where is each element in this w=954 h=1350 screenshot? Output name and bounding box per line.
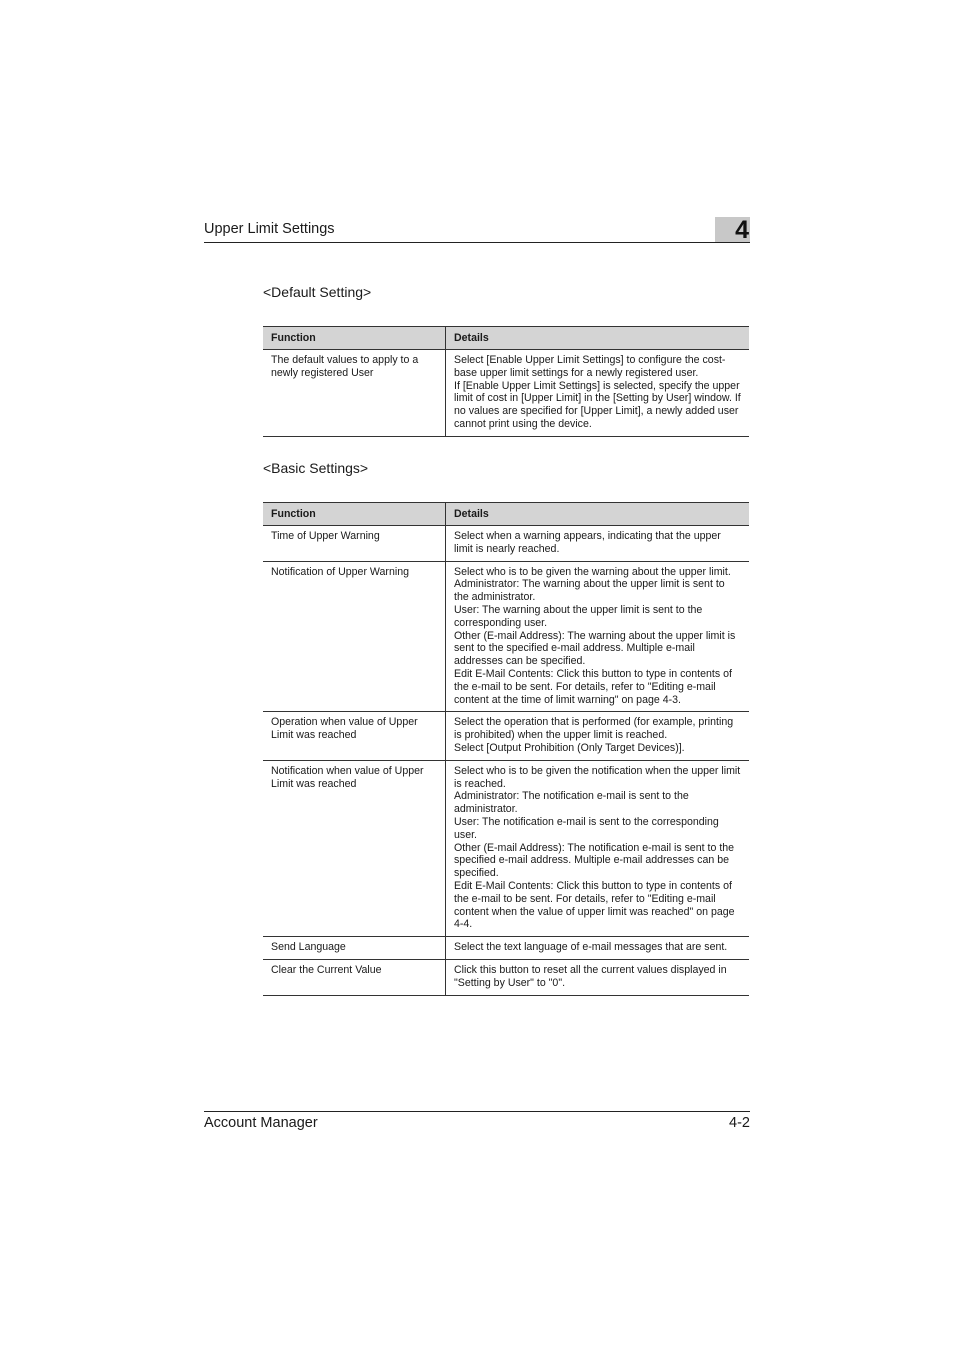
column-header-function: Function (263, 503, 446, 526)
details-cell: Select the text language of e-mail messages that are sent. (446, 937, 750, 960)
column-header-details: Details (446, 503, 750, 526)
details-cell: Select the operation that is performed (for example, printing is prohibited) when the upper limit is reached. Select [Output Prohibition (Only Target Devices)]. (446, 712, 750, 760)
column-header-details: Details (446, 327, 750, 350)
table-row (263, 526, 749, 562)
details-cell: Click this button to reset all the current values displayed in "Setting by User" to "0". (446, 959, 750, 995)
page-number: 4-2 (729, 1115, 750, 1131)
table-row (263, 350, 749, 437)
table-row (263, 959, 749, 995)
function-cell: Send Language (263, 937, 446, 960)
section-heading-basic: <Basic Settings> (263, 460, 369, 476)
details-cell: Select who is to be given the warning about the upper limit. Administrator: The warning about the upper limit is sent to the administrator. User: The warning about the upper limit is sent to the corresponding user. Other (E-mail Address): The warning about the upper limit is sent to the specified e-mail address. Multiple e-mail addresses can be specified. Edit E-Mail Contents: Click this button to type in contents of the e-mail to be sent. For details, refer to "Editing e-mail content at the time of limit warning" on page 4-3. (446, 561, 750, 712)
footer-title: Account Manager (204, 1115, 318, 1131)
running-header-title: Upper Limit Settings (204, 221, 335, 237)
function-cell: Notification when value of Upper Limit was reached (263, 760, 446, 936)
function-cell: Operation when value of Upper Limit was reached (263, 712, 446, 760)
basic-settings-table (263, 502, 749, 996)
chapter-tab (715, 217, 750, 242)
table-row (263, 712, 749, 760)
chapter-number: 4 (735, 216, 749, 244)
table-row (263, 937, 749, 960)
details-cell: Select when a warning appears, indicating that the upper limit is nearly reached. (446, 526, 750, 562)
page-footer (204, 1111, 750, 1136)
function-cell: Notification of Upper Warning (263, 561, 446, 712)
default-setting-table (263, 326, 749, 437)
column-header-function: Function (263, 327, 446, 350)
table-header-row (263, 503, 749, 526)
running-header (204, 216, 750, 244)
function-cell: Clear the Current Value (263, 959, 446, 995)
table-row (263, 760, 749, 936)
section-heading-default: <Default Setting> (263, 284, 372, 300)
table-header-row (263, 327, 749, 350)
function-cell: Time of Upper Warning (263, 526, 446, 562)
details-cell: Select who is to be given the notification when the upper limit is reached. Administrator: The notification e-mail is sent to the administrator. User: The notification e-mail is sent to the corresponding user. Other (E-mail Address): The notification e-mail is sent to the specified e-mail address. Multiple e-mail addresses can be specified. Edit E-Mail Contents: Click this button to type in contents of the e-mail to be sent. For details, refer to "Editing e-mail content when the value of upper limit was reached" on page 4-4. (446, 760, 750, 936)
function-cell: The default values to apply to a newly registered User (263, 350, 446, 437)
details-cell: Select [Enable Upper Limit Settings] to configure the cost-base upper limit settings for a newly registered user. If [Enable Upper Limit Settings] is selected, specify the upper limit of cost in [Upper Limit] in the [Setting by User] window. If no values are specified for [Upper Limit], a newly added user cannot print using the device. (446, 350, 750, 437)
table-row (263, 561, 749, 712)
